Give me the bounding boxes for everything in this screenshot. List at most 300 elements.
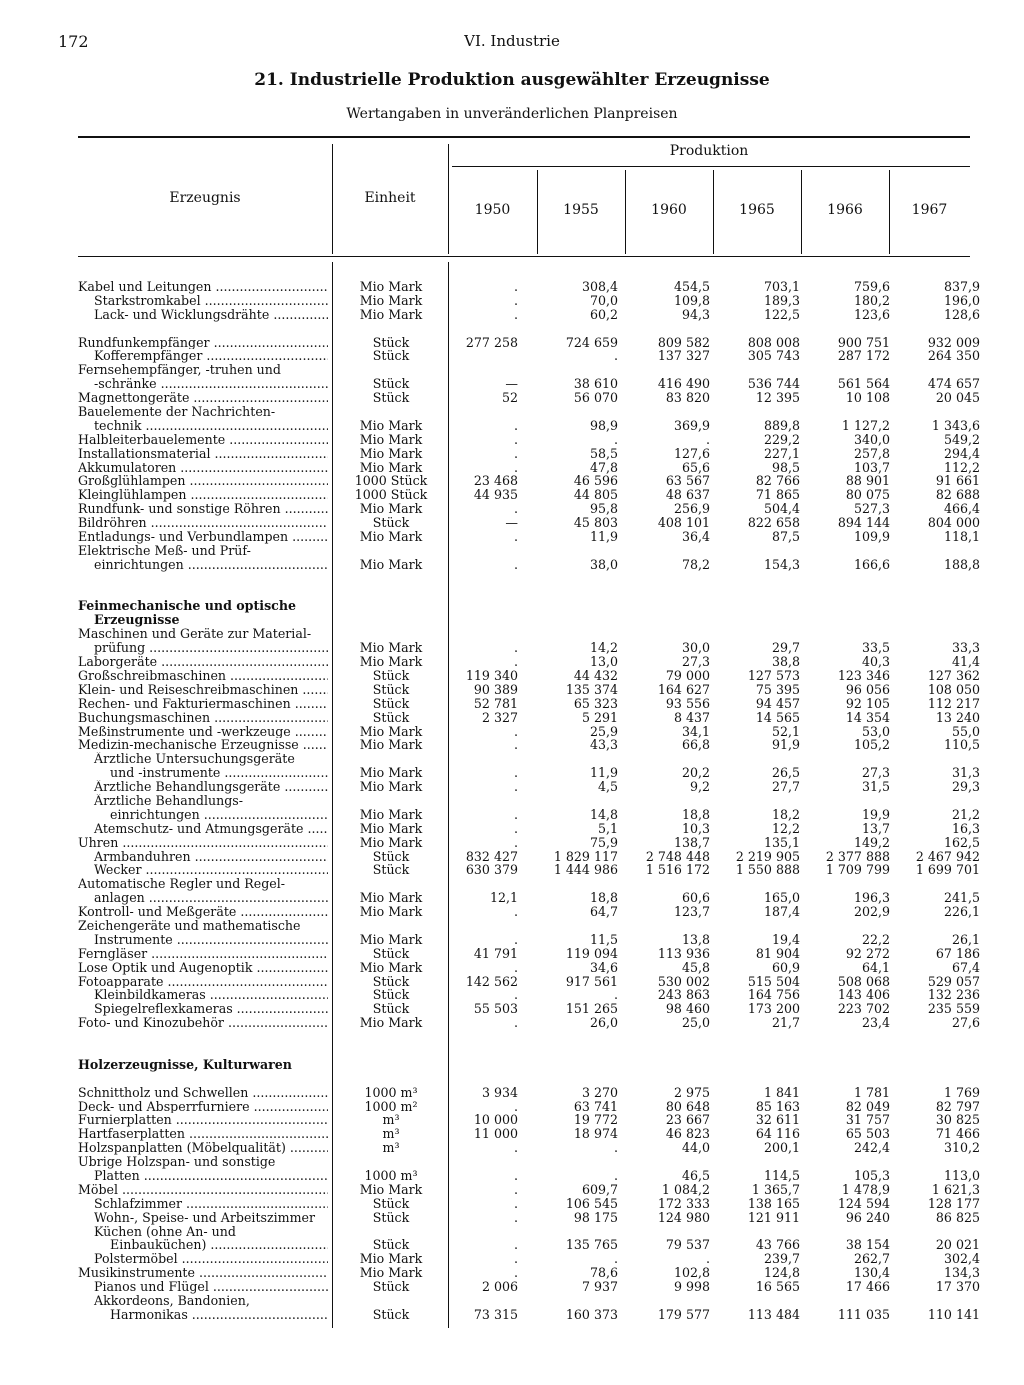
- cell-1960: 138,7: [673, 834, 710, 850]
- cell-1950: .: [513, 1265, 518, 1281]
- cell-1965: 808 008: [747, 334, 800, 350]
- row-unit: Mio Mark: [359, 445, 423, 461]
- table-row: [78, 515, 980, 531]
- cell-1950: 3 934: [481, 1084, 518, 1100]
- header-year: 1965: [739, 202, 775, 218]
- cell-1950: .: [513, 765, 518, 781]
- cell-1965: 889,8: [763, 417, 800, 433]
- cell-1965: 19,4: [771, 931, 800, 947]
- cell-1967: 132 236: [927, 987, 980, 1003]
- row-label: Rundfunkempfänger .....: [78, 336, 328, 350]
- row-label: Laborgeräte .....: [78, 655, 328, 669]
- cell-1965: 29,7: [771, 640, 800, 656]
- cell-1960: 809 582: [657, 334, 710, 350]
- row-unit: Stück: [372, 515, 410, 531]
- cell-1955: .: [613, 987, 618, 1003]
- table-row: [78, 1140, 980, 1156]
- table-row: [78, 334, 980, 350]
- row-label: Wecker .....: [78, 863, 328, 877]
- cell-1955: 1 444 986: [553, 862, 618, 878]
- cell-1966: 40,3: [861, 654, 890, 670]
- row-label: einrichtungen .....: [78, 558, 328, 572]
- row-label: Deck- und Absperrfurniere .....: [78, 1100, 328, 1114]
- header-bottom-rule: [78, 256, 970, 257]
- cell-1960: 98 460: [665, 1001, 710, 1017]
- table-row: [78, 473, 980, 489]
- table-row: [78, 445, 980, 461]
- cell-1966: 22,2: [861, 931, 890, 947]
- row-label: Foto- und Kinozubehör .....: [78, 1016, 328, 1030]
- cell-1955: 45 803: [573, 515, 618, 531]
- row-label: Entladungs- und Verbundlampen .....: [78, 530, 328, 544]
- table-subtitle: Wertangaben in unveränderlichen Planpreisen: [346, 106, 678, 122]
- row-unit: Mio Mark: [359, 417, 423, 433]
- cell-1955: 5,1: [597, 820, 618, 836]
- row-label: Atemschutz- und Atmungsgeräte .....: [78, 822, 328, 836]
- cell-1955: 34,6: [589, 959, 618, 975]
- row-label: Automatische Regler und Regel-: [78, 877, 285, 892]
- cell-1967: 67,4: [951, 959, 980, 975]
- row-label: Fernsehempfänger, -truhen und: [78, 363, 281, 378]
- cell-1967: 196,0: [943, 292, 980, 308]
- cell-1967: 20 045: [935, 390, 980, 406]
- row-label: Installationsmaterial .....: [78, 447, 328, 461]
- cell-1955: 18 974: [573, 1126, 618, 1142]
- cell-1955: 724 659: [565, 334, 618, 350]
- row-unit: Mio Mark: [359, 1015, 423, 1031]
- cell-1965: 27,7: [771, 779, 800, 795]
- cell-1965: 12 395: [755, 390, 800, 406]
- row-label: Kleinbildkameras .....: [78, 988, 328, 1002]
- row-label: Erzeugnisse: [94, 613, 180, 628]
- table-row: [78, 306, 980, 322]
- table-row: [78, 1306, 980, 1322]
- cell-1950: .: [513, 834, 518, 850]
- row-label: technik .....: [78, 419, 328, 433]
- cell-1955: 70,0: [589, 292, 618, 308]
- table-row: [78, 1251, 980, 1267]
- row-label: Maschinen und Geräte zur Material-: [78, 627, 312, 642]
- cell-1950: 630 379: [465, 862, 518, 878]
- cell-1950: .: [513, 1181, 518, 1197]
- row-label: Medizin-mechanische Erzeugnisse .....: [78, 738, 328, 752]
- page-number: 172: [58, 32, 89, 51]
- row-label: Meßinstrumente und -werkzeuge .....: [78, 725, 328, 739]
- cell-1960: 8 437: [673, 709, 710, 725]
- cell-1967: 128 177: [927, 1195, 980, 1211]
- cell-1955: 13,0: [589, 654, 618, 670]
- cell-1950: .: [513, 640, 518, 656]
- row-unit: Stück: [372, 945, 410, 961]
- cell-1967: 837,9: [943, 279, 980, 294]
- cell-1955: 106 545: [565, 1195, 618, 1211]
- cell-1966: 31,5: [861, 779, 890, 795]
- table-row: [78, 348, 980, 364]
- cell-1955: 11,9: [589, 529, 618, 545]
- table-row: [78, 363, 970, 377]
- table-row: [78, 1265, 980, 1281]
- row-unit: Stück: [372, 334, 410, 350]
- cell-1960: 46,5: [681, 1168, 710, 1183]
- cell-1955: 11,5: [589, 931, 618, 947]
- cell-1955: 1 829 117: [553, 848, 618, 864]
- header-product: Erzeugnis: [169, 190, 241, 206]
- cell-1960: 94,3: [681, 306, 710, 322]
- cell-1967: 33,3: [951, 640, 980, 656]
- cell-1967: 71 466: [935, 1126, 980, 1142]
- cell-1966: 196,3: [853, 890, 890, 906]
- cell-1967: 2 467 942: [915, 848, 980, 864]
- row-unit: Mio Mark: [359, 292, 423, 308]
- cell-1960: 256,9: [673, 501, 710, 517]
- row-label: Klein- und Reiseschreibmaschinen .....: [78, 683, 328, 697]
- cell-1960: 65,6: [681, 459, 710, 475]
- row-label: Großschreibmaschinen .....: [78, 669, 328, 683]
- cell-1966: 10 108: [845, 390, 890, 406]
- cell-1950: .: [513, 1015, 518, 1031]
- table-title: 21. Industrielle Produktion ausgewählter Erzeugnisse: [254, 70, 770, 90]
- table-row: [78, 890, 980, 906]
- cell-1960: 2 975: [673, 1084, 710, 1100]
- cell-1966: 242,4: [853, 1140, 890, 1156]
- cell-1960: 243 863: [657, 987, 710, 1003]
- cell-1950: .: [513, 931, 518, 947]
- cell-1950: .: [513, 723, 518, 739]
- cell-1955: .: [613, 1251, 618, 1267]
- cell-1960: 408 101: [657, 515, 710, 531]
- cell-1965: 113 484: [747, 1306, 800, 1322]
- cell-1967: 31,3: [951, 765, 980, 781]
- cell-1965: 187,4: [763, 904, 800, 920]
- cell-1960: 9 998: [673, 1279, 710, 1295]
- table-row: [78, 279, 980, 294]
- cell-1967: 29,3: [951, 779, 980, 795]
- table-row: [78, 1098, 980, 1114]
- cell-1965: 822 658: [747, 515, 800, 531]
- cell-1966: 88 901: [845, 473, 890, 489]
- cell-1960: 30,0: [681, 640, 710, 656]
- cell-1960: 66,8: [681, 737, 710, 753]
- cell-1955: 47,8: [589, 459, 618, 475]
- cell-1950: .: [513, 820, 518, 836]
- cell-1950: 10 000: [473, 1112, 518, 1128]
- cell-1967: 55,0: [951, 723, 980, 739]
- table-row: [78, 931, 980, 947]
- cell-1950: 832 427: [465, 848, 518, 864]
- table-row: [78, 376, 980, 392]
- cell-1965: 71 865: [755, 487, 800, 503]
- cell-1965: 305 743: [747, 348, 800, 364]
- cell-1955: 14,2: [589, 640, 618, 656]
- table-row: [78, 848, 980, 864]
- cell-1967: 226,1: [943, 904, 980, 920]
- cell-1960: 113 936: [657, 945, 710, 961]
- row-label: Wohn-, Speise- und Arbeitszimmer: [94, 1210, 315, 1225]
- cell-1950: 12,1: [489, 890, 518, 906]
- cell-1965: 98,5: [771, 459, 800, 475]
- header-year: 1966: [827, 202, 863, 218]
- table-row: [78, 959, 980, 975]
- cell-1955: 95,8: [589, 501, 618, 517]
- cell-1955: 25,9: [589, 723, 618, 739]
- cell-1950: .: [513, 459, 518, 475]
- cell-1965: 122,5: [763, 306, 800, 322]
- cell-1950: 41 791: [473, 945, 518, 961]
- section-heading: [78, 613, 970, 627]
- cell-1967: 30 825: [935, 1112, 980, 1128]
- row-label: Pianos und Flügel .....: [78, 1280, 328, 1294]
- cell-1960: 2 748 448: [645, 848, 710, 864]
- cell-1955: 151 265: [565, 1001, 618, 1017]
- header-year: 1960: [651, 202, 687, 218]
- cell-1965: 189,3: [763, 292, 800, 308]
- cell-1955: 98 175: [573, 1209, 618, 1225]
- cell-1965: 165,0: [763, 890, 800, 906]
- cell-1965: 227,1: [763, 445, 800, 461]
- cell-1955: 78,6: [589, 1265, 618, 1281]
- cell-1967: 91 661: [935, 473, 980, 489]
- row-label: Bauelemente der Nachrichten-: [78, 405, 276, 419]
- cell-1950: 2 006: [481, 1279, 518, 1295]
- cell-1960: .: [705, 431, 710, 447]
- row-label: Kleinglühlampen .....: [78, 488, 328, 502]
- table-row: [78, 1181, 980, 1197]
- cell-1965: 229,2: [763, 431, 800, 447]
- row-unit: Mio Mark: [359, 1265, 423, 1281]
- row-unit: Stück: [372, 862, 410, 878]
- cell-1966: 1 709 799: [825, 862, 890, 878]
- cell-1967: 235 559: [927, 1001, 980, 1017]
- cell-1966: 287 172: [837, 348, 890, 364]
- cell-1967: 529 057: [927, 973, 980, 989]
- cell-1965: 43 766: [755, 1237, 800, 1253]
- cell-1960: 25,0: [681, 1015, 710, 1031]
- row-label: Einbauküchen) .....: [78, 1238, 328, 1252]
- row-label: anlagen .....: [78, 891, 328, 905]
- cell-1965: 135,1: [763, 834, 800, 850]
- cell-1967: 134,3: [943, 1265, 980, 1281]
- row-unit: 1000 Stück: [354, 473, 428, 489]
- row-unit: Mio Mark: [359, 737, 423, 753]
- cell-1965: 121 911: [747, 1209, 800, 1225]
- cell-1950: .: [513, 654, 518, 670]
- cell-1950: .: [513, 529, 518, 545]
- cell-1950: 73 315: [473, 1306, 518, 1322]
- cell-1967: 804 000: [927, 515, 980, 531]
- cell-1965: 173 200: [747, 1001, 800, 1017]
- row-label: Akkordeons, Bandonien,: [94, 1294, 250, 1308]
- cell-1965: 60,9: [771, 959, 800, 975]
- row-label: Zeichengeräte und mathematische: [78, 918, 301, 933]
- cell-1967: 26,1: [951, 931, 980, 947]
- cell-1965: 1 841: [763, 1084, 800, 1100]
- table-row: [78, 709, 980, 725]
- cell-1950: .: [513, 904, 518, 920]
- row-label: Schlafzimmer .....: [78, 1197, 328, 1211]
- cell-1950: .: [513, 806, 518, 822]
- table-row: [78, 1084, 980, 1100]
- row-unit: Mio Mark: [359, 959, 423, 975]
- table-row: [78, 667, 980, 683]
- table-row: [78, 904, 980, 920]
- row-unit: Mio Mark: [359, 890, 423, 906]
- spacer-row: [78, 1044, 970, 1058]
- row-unit: 1000 Stück: [354, 487, 428, 503]
- cell-1966: 262,7: [853, 1251, 890, 1267]
- cell-1950: .: [513, 279, 518, 294]
- cell-1950: 52 781: [473, 695, 518, 711]
- row-label: Akkumulatoren .....: [78, 461, 328, 475]
- cell-1960: 13,8: [681, 931, 710, 947]
- cell-1967: 310,2: [943, 1140, 980, 1156]
- cell-1966: 124 594: [837, 1195, 890, 1211]
- table-row: [78, 654, 980, 670]
- row-label: Ärztliche Behandlungsgeräte .....: [78, 780, 328, 794]
- cell-1955: 11,9: [589, 765, 618, 781]
- row-label: Rechen- und Fakturiermaschinen .....: [78, 697, 328, 711]
- row-label: Holzspanplatten (Möbelqualität) .....: [78, 1141, 328, 1155]
- row-label: Spiegelreflexkameras .....: [78, 1002, 328, 1016]
- row-unit: Stück: [372, 1237, 410, 1253]
- row-label: einrichtungen .....: [78, 808, 328, 822]
- table-row: [78, 1112, 980, 1128]
- cell-1950: .: [513, 959, 518, 975]
- production-rule: [452, 166, 970, 167]
- cell-1950: 11 000: [473, 1126, 518, 1142]
- cell-1966: 27,3: [861, 765, 890, 781]
- row-label: Möbel .....: [78, 1183, 328, 1197]
- cell-1966: 64,1: [861, 959, 890, 975]
- cell-1960: 179 577: [657, 1306, 710, 1322]
- row-unit: Stück: [372, 1279, 410, 1295]
- cell-1955: 19 772: [573, 1112, 618, 1128]
- cell-1967: 127 362: [927, 667, 980, 683]
- cell-1966: 105,2: [853, 737, 890, 753]
- cell-1967: 110,5: [943, 737, 980, 753]
- cell-1950: .: [513, 1195, 518, 1211]
- row-label: Rundfunk- und sonstige Röhren .....: [78, 502, 328, 516]
- table-row: [78, 806, 980, 822]
- cell-1960: 23 667: [665, 1112, 710, 1128]
- cell-1960: 18,8: [681, 806, 710, 822]
- cell-1966: 1 127,2: [841, 417, 890, 433]
- cell-1950: .: [513, 306, 518, 322]
- cell-1967: 474 657: [927, 376, 980, 392]
- table-row: [78, 752, 970, 766]
- table-row: [78, 1279, 980, 1295]
- cell-1966: 96 056: [845, 681, 890, 697]
- cell-1960: .: [705, 1251, 710, 1267]
- cell-1967: 241,5: [943, 890, 980, 906]
- cell-1960: 80 648: [665, 1098, 710, 1114]
- cell-1965: 94 457: [755, 695, 800, 711]
- header-year: 1950: [474, 202, 511, 218]
- cell-1955: 308,4: [581, 279, 618, 294]
- cell-1960: 63 567: [665, 473, 710, 489]
- row-unit: m³: [382, 1140, 400, 1156]
- cell-1960: 127,6: [673, 445, 710, 461]
- cell-1965: 114,5: [763, 1168, 800, 1183]
- cell-1960: 78,2: [681, 556, 710, 572]
- header-unit: Einheit: [364, 190, 416, 206]
- cell-1960: 109,8: [673, 292, 710, 308]
- table-row: [78, 834, 980, 850]
- row-unit: Stück: [372, 667, 410, 683]
- table-row: [78, 765, 980, 781]
- cell-1960: 1 084,2: [661, 1181, 710, 1197]
- cell-1966: 166,6: [853, 556, 890, 572]
- table-row: [78, 1237, 980, 1253]
- row-unit: Stück: [372, 1195, 410, 1211]
- table-row: [78, 627, 970, 641]
- table-row: [78, 987, 980, 1003]
- table-row: [78, 862, 980, 878]
- table-row: [78, 1225, 970, 1239]
- table-row: [78, 1015, 980, 1031]
- cell-1967: 13 240: [935, 709, 980, 725]
- row-unit: Stück: [372, 695, 410, 711]
- cell-1965: 12,2: [771, 820, 800, 836]
- table-row: [78, 945, 980, 961]
- row-unit: Mio Mark: [359, 820, 423, 836]
- cell-1966: 257,8: [853, 445, 890, 461]
- cell-1966: 149,2: [853, 834, 890, 850]
- cell-1955: 58,5: [589, 445, 618, 461]
- cell-1955: 3 270: [581, 1084, 618, 1100]
- cell-1965: 14 565: [755, 709, 800, 725]
- cell-1967: 549,2: [943, 431, 980, 447]
- spacer-row: [78, 572, 970, 586]
- cell-1960: 36,4: [681, 529, 710, 545]
- row-label: Bildröhren .....: [78, 516, 328, 530]
- cell-1955: 65 323: [573, 695, 618, 711]
- table-row: [78, 501, 980, 517]
- row-unit: Mio Mark: [359, 1251, 423, 1267]
- table-row: [78, 1168, 980, 1183]
- cell-1965: 91,9: [771, 737, 800, 753]
- section-heading: [78, 599, 970, 613]
- table-row: [78, 919, 970, 933]
- row-label: Halbleiterbauelemente .....: [78, 433, 328, 447]
- table-row: [78, 405, 970, 419]
- table-row: [78, 1294, 970, 1308]
- row-unit: Mio Mark: [359, 459, 423, 475]
- row-unit: Stück: [372, 390, 410, 406]
- row-label: Lose Optik und Augenoptik .....: [78, 961, 328, 975]
- cell-1966: 103,7: [853, 459, 890, 475]
- row-label: Polstermöbel .....: [78, 1252, 328, 1266]
- cell-1967: 112,2: [943, 459, 980, 475]
- cell-1955: 38,0: [589, 556, 618, 572]
- cell-1967: 1 699 701: [915, 862, 980, 878]
- cell-1960: 83 820: [665, 390, 710, 406]
- cell-1950: .: [513, 431, 518, 447]
- cell-1965: 64 116: [755, 1126, 800, 1142]
- row-unit: Mio Mark: [359, 806, 423, 822]
- row-label: Magnettongeräte .....: [78, 391, 328, 405]
- cell-1966: 202,9: [853, 904, 890, 920]
- cell-1950: 142 562: [465, 973, 518, 989]
- cell-1950: 44 935: [473, 487, 518, 503]
- cell-1950: .: [513, 779, 518, 795]
- cell-1965: 38,8: [771, 654, 800, 670]
- row-unit: Mio Mark: [359, 640, 423, 656]
- cell-1950: —: [505, 515, 518, 531]
- row-unit: Mio Mark: [359, 904, 423, 920]
- row-unit: Stück: [372, 1209, 410, 1225]
- cell-1965: 239,7: [763, 1251, 800, 1267]
- row-unit: Mio Mark: [359, 654, 423, 670]
